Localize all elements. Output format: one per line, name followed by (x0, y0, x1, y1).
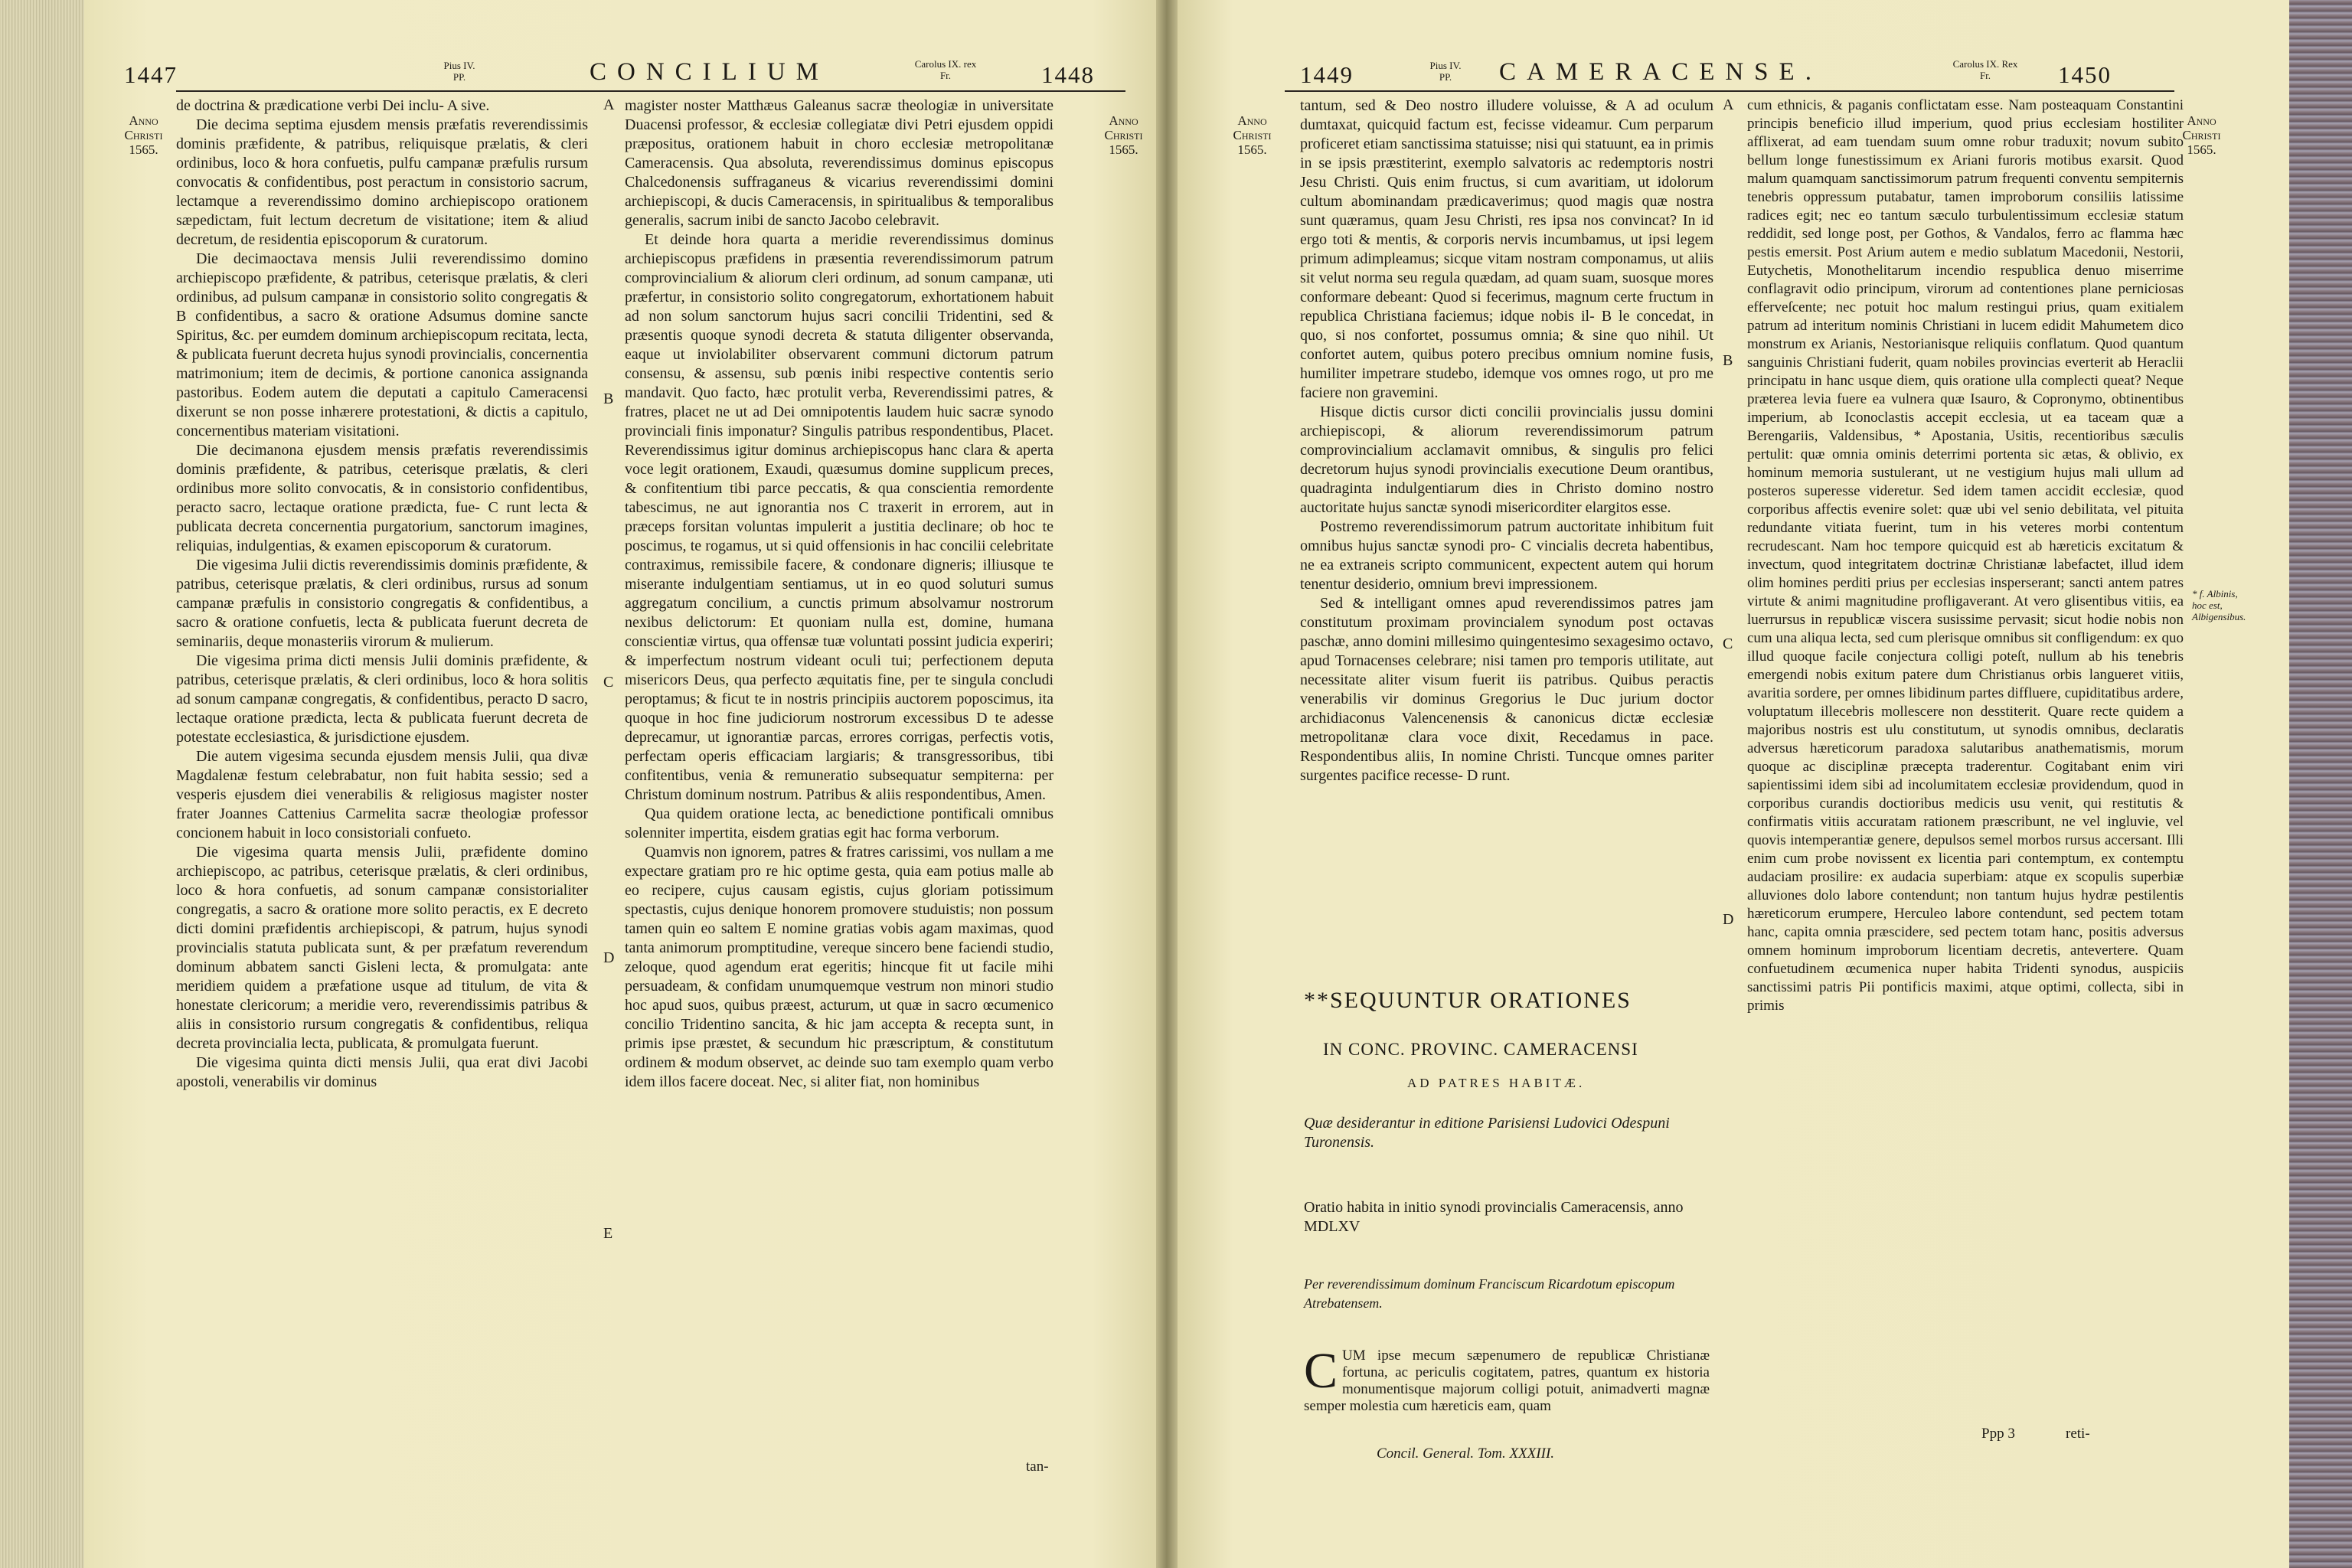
right-page (1178, 0, 2289, 1568)
margin-letter-e: E (603, 1225, 613, 1242)
paragraph: Die decimanona ejusdem mensis præfatis reverendissimis dominis præfidente, & patribus, ceterisque prælatis, & cleri ordinibus more solito convocatis, & in consistorio confidentibus, peracto sacro, lectaque oratione prædicta, fue- C runt lecta & publicata decreta concernentia purgatorium, sanctorum imagines, reliquias, indulgentias, & examen episcoporum & curatorum. (176, 442, 588, 554)
paragraph: de doctrina & prædicatione verbi Dei inclu- A sive. (176, 97, 490, 114)
paragraph: Die decima septima ejusdem mensis præfatis reverendissimis dominis præfidente, & patribus, reliquisque prælatis, & cleri ordinibus, loco & hora confuetis, pulfu campanæ præfulis rursum convocatis & confidentibus, post peractum in consistorio sacrum, lectamque a reverendissimo domino archiepiscopo orationem sæpedictam, fuit lectum decretum de visitatione; item & aliud decretum, de residentia episcoporum & curatorum. (176, 116, 588, 248)
year-margin-right: Anno Christi 1565. (1104, 113, 1143, 157)
catchword: reti- (2066, 1426, 2090, 1442)
orationes-subtitle: IN CONC. PROVINC. CAMERACENSI (1323, 1040, 1638, 1059)
paragraph: Die vigesima Julii dictis reverendissimis dominis præfidente, & patribus, ceterisque prælatis, & cleri ordinibus, rursus ad sonum campanæ præfulis in consistorio congregatis & confidentibus, a sacro & oratione confuetis, lecta & publicata fuerunt decreta de seminariis, deque monasteriis virorum & mulierum. (176, 557, 588, 650)
header-rule (1285, 90, 2174, 92)
running-head: CAMERACENSE. (1499, 58, 1822, 86)
paragraph: Et deinde hora quarta a meridie reverendissimus dominus archiepiscopus præfidens in præsentia reverendissimorum patrum comprovincialium & aliorum cleri ordinum, ad sonum campanæ, uti præfertur, in consistorio solito congregatorum, exhortationem habuit ad non solum sanctorum hujus sacri concilii Tridentini, sed & præsentis quoque synodi decreta & statuta diligenter observanda, eaque ut inviolabiliter observarent communi dictorum patrum consensu, & assensu, sub pœnis inibi respective contentis serio mandavit. Quo facto, hæc protulit verba, Reverendissimi patres, & fratres, placet ne ut ad Dei omnipotentis laudem huic sacræ synodo provinciali finis imponatur? Singulis patribus respondentibus, Placet. Reverendissimus igitur dominus archiepiscopus hanc clara & aperta voce legit orationem, Exaudi, quæsumus domine supplicum preces, & confitentium tibi parce peccatis, & qua conscientia remordente tabescimus, ne aut ignorantia nos C traxerit in errorem, aut in præceps forsitan voluntas impulerit a justitia declinare; ob hoc te poscimus, te rogamus, ut si quid offensionis in hac concilii celebritate contraximus, remissibile facere, & condonare digneris; illiusque te miserante indulgentiam sentiamus, ut in eo quod soluturi sumus aggregatum concilium, a cunctis primum absolvamur nostrorum nexibus delictorum: Et quoniam nulla est, domine, humana conscientiæ virtus, qua offensæ tuæ voluntati possint judicia experiri; & imperfectum nostrum videant oculi tui; perfectionem deputa misericors Deus, qua perfecto æquitatis fine, per te singula concludi peroptamus; & ficut te in nostris principiis auctorem poposcimus, ita quoque in hoc fine judiciorum nostrorum excessibus D te adesse deprecamur, ut ignorantiæ parcas, errores corrigas, perfectis votis, perfectam operis efficaciam largiaris; & transgressoribus, tibi confitentibus, venia & remuneratio subsequatur sempiterna: per Christum dominum nostrum. Patribus & aliis respondentibus, Amen. (625, 231, 1054, 803)
year-margin-left: Anno Christi 1565. (1233, 113, 1272, 157)
king-name: Carolus IX. Rex Fr. (1952, 58, 2018, 81)
paragraph: Qua quidem oratione lecta, ac benedictione pontificali omnibus solenniter impertita, eisdem gratias egit hac forma verborum. (625, 805, 1054, 841)
margin-letter-a-2: A (1723, 96, 1734, 113)
paragraph: Postremo reverendissimorum patrum auctoritate inhibitum fuit omnibus hujus sanctæ synodi pro- C vincialis decreta habentibus, ne ea extraneis scripto communicent, expectent autem qui horum tenentur desiderio, omnium brevi impressionem. (1300, 518, 1713, 593)
paragraph: Die decimaoctava mensis Julii reverendissimo domino archiepiscopo præfidente, & patribus, ceterisque prælatis, & cleri ordinibus, ad pulsum campanæ in consistorio solito congregatis & B confidentibus, a sacro & oratione Adsumus domine sancte Spiritus, &c. per eumdem dominum archiepiscopum recitata, lecta, & publicata fuerunt decreta hujus synodi provincialis, concernentia matrimonium; item de decimis, & portione canonica assignanda pastoribus. Eodem autem die deputati a capitulo Cameracensi dixerunt se non posse inhærere protestationi, & dictis a capitulo, concernentibus materiam visitationi. (176, 250, 588, 439)
margin-letter-d: D (1723, 911, 1734, 928)
orationes-title: **SEQUUNTUR ORATIONES (1304, 988, 1632, 1013)
year-margin-right: Anno Christi 1565. (2182, 113, 2221, 157)
paragraph: Die autem vigesima secunda ejusdem mensis Julii, qua divæ Magdalenæ festum celebrabatur, non fuit habita sessio; sed a vesperis ejusdem diei venerabilis & religiosus magister noster frater Joannes Cattenius Carmelita sacræ theologiæ professor concionem habuit in loco consistoriali confueto. (176, 748, 588, 841)
pope-name: Pius IV. PP. (443, 60, 475, 83)
margin-note: * f. Albinis, hoc est, Albigensibus. (2192, 588, 2246, 622)
per-reverendissimum-note: Per reverendissimum dominum Franciscum Ricardotum episcopum Atrebatensem. (1304, 1276, 1675, 1311)
orationes-subtitle-2: AD PATRES HABITÆ. (1407, 1076, 1586, 1090)
page-number: 1449 (1300, 61, 1354, 88)
margin-letter-b: B (1723, 352, 1733, 369)
book-binding (2289, 0, 2352, 1568)
margin-letter-c: C (1723, 635, 1733, 652)
oratio-habita-heading: Oratio habita in initio synodi provincialis Cameracensis, anno MDLXV (1304, 1199, 1684, 1235)
margin-letter-d: D (603, 949, 615, 966)
running-head: CONCILIUM (590, 58, 829, 86)
left-column-2 (625, 96, 1054, 1092)
margin-letter-c: C (603, 674, 614, 691)
year-margin-left: Anno Christi 1565. (124, 113, 163, 157)
paragraph: Sed & intelligant omnes apud reverendissimos patres jam constitutum proximam provincialem synodum post octavas paschæ, anno domini millesimo quingentesimo sexagesimo octavo, apud Tornacenses celebrare; nisi tamen pro temporis utilitate, aut necessitate aliter visum fuerit iis patribus. Quibus peractis venerabilis vir dominus Gregorius le Duc jurium doctor archidiaconus Valencenensis & canonicus dictæ ecclesiæ metropolitanæ clara voce dixit, Recedamus in pace. Respondentibus aliis, In nomine Christi. Tuncque omnes pariter surgentes pacifice recesse- D runt. (1300, 595, 1713, 784)
right-column-2 (1747, 96, 2184, 1413)
signature-mark: Ppp 3 (1981, 1426, 2015, 1442)
pope-name: Pius IV. PP. (1429, 60, 1462, 83)
catchword: tan- (1026, 1459, 1049, 1475)
paragraph: Die vigesima quarta mensis Julii, præfidente domino archiepiscopo, ac patribus, ceterisque prælatis, & cleri ordinibus, loco & hora confuetis, ad sonum campanæ consistorialiter congregatis, a sacro & oratione more solito peractis, ex E decreto dicti domini præfidentis archiepiscopi, & patrum, hujus synodi provincialis statuta publicata sunt, & per præfatum reverendum dominum abbatem sancti Gisleni lecta, & promulgata: ante meridiem quidem a præfatione usque ad titulum, de vita & honestate clericorum; a meridie vero, reverendissimis patribus & aliis in consistorio rursum congregatis & confidentibus, reliqua decreta provincialia lecta, publicata, & promulgata fuerunt. (176, 844, 588, 1052)
cum-ipse-paragraph (1304, 1343, 1710, 1415)
book-gutter (1156, 0, 1178, 1568)
page-number-2: 1448 (1041, 61, 1095, 88)
header-rule (176, 90, 1125, 92)
paragraph: Die vigesima quinta dicti mensis Julii, qua erat divi Jacobi apostoli, venerabilis vir dominus (176, 1054, 588, 1090)
paragraph: UM ipse mecum sæpenumero de republicæ Christianæ fortuna, ac periculis cogitatem, patres, quantum ex historia monumentisque majorum colligi potuit, animadverti magnæ semper molestia cum hæreticis eam, quam (1304, 1348, 1710, 1414)
page-number: 1447 (124, 61, 178, 88)
right-column-1 (1300, 96, 1713, 977)
page-edges (0, 0, 84, 1568)
paragraph: cum ethnicis, & paganis conflictatam esse. Nam posteaquam Constantini principis beneficio illud imperium, quod prius ecclesiam hostiliter afflixerat, ad eam tuendam suum omne robur traduxit; novum subito bellum longe funestissimum ex Ariani furoris motibus exarsit. Quod malum quamquam sanctissimorum patrum frequenti conventu sempiternis tenebris oppressum putabatur, tamen improborum consiliis latissime radices egit; nec eo tantum sæculo turbulentissimum ecclesiæ statum reddidit, sed longe post, per Gothos, & Vandalos, ferro ac flamma hæc pestis emersit. Post Arium autem e medio sublatum Macedonii, Nestorii, Eutychetis, Monothelitarum incendio respublica denuo miserrime conflagravit odio principum, virorum ad contentiones plane perniciosas efferveſcente; nec potuit hoc malum restingui prius, quam exitialem patrum ad interitum nominis Christiani in lucem edidit Mahumetem dico monstrum ex Arianis, Nestorianisque reliquiis conflatum. Quod quantum sanguinis Christiani fuderit, quam nobiles provincias everterit ab Heraclii principatu in hanc usque diem, quis oratione ulla complecti queat? Neque præterea levia fuere ea vulnera quæ Isauro, & Copronymo, obtinentibus imperium, ab Iconoclastis accepit ecclesia, ut ea taceam quæ a Berengariis, Valdensibus, * Apostania, Usitis, recentioribus sæculis pertulit: quæ omnia ominis deterrimi portenta sic ætas, & oblivio, ex hominum memoria sustulerant, ut ne vestigium hujus mali ullum ad posteros superesse videretur. Sed idem tamen accidit ecclesiæ, quod corporibus affectis evenire solet: quæ ubi vel senio debilitata, vel pituita redundante vitiata fuerint, tum in his veteres morbi contentum recrudescant. Nam hoc tempore quicquid est ab hæreticis excitatum & invectum, quod integritatem doctrinæ Christianæ labefactet, illud idem olim homines perditi prius per ecclesias insperserant; sancti antem patres virtute & animi magnitudine profligaverant. At vero glisentibus vitiis, ea luerrursus in republicæ viscera susissime pervasit; sicut hodie nobis non cum una aliqua lecta, sed cum plerisque omnibus sit confligendum: ex quo illud quoque facile conjectura colligi poteſt, nullum ab his tenebris emergendi nobis exitum patere dum Christianus orbis langueret vitiis, avaritia sordere, per omnes libidinum partes diffluere, cupiditatibus ardere, voluptatum illecebris mollescere non desstiterit. Quare recte quidem a majoribus nostris est ulu constitutum, ut synodis omnibus, declaratis adversus hæreticorum paradoxa salutaribus anathematismis, morum quoque ac disciplinæ præcepta traderentur. Cogitabant enim viri sapientissimi idem sibi ad incolumitatem ecclesiæ providendum, quod in corporibus curandis doctioribus medicis usu venit, qui restitutis & confirmatis vitiis accuratam rationem præscribunt, ne vel ingluvie, vel quovis intemperantiæ genere, depulsos semel morbos rursus accersant. Illi enim cum probe novissent ex licentia pari contemptum, ex contemptu audaciam prosilire: ex audacia superbiam: atque ex scopulis superbiæ alluviones dolo labore contendunt; non tantum hujus hydræ pestilentis hæreticorum erumpere, Herculeo labore contendunt, sed pectem totam hanc, capita omnia præscidere, sed pectem totam hanc, positis adversus omnem hominum improborum licentiam decretis, antevertere. Quam confuetudinem œcumenica nuper habita Tridenti synodus, auspiciis sanctissimi patris Pii pontificis maximi, atque optimi, collecta, sibi in primis (1747, 97, 2184, 1014)
drop-cap: C (1304, 1343, 1338, 1399)
paragraph: magister noster Matthæus Galeanus sacræ theologiæ in universitate Duacensi professor, & ecclesiæ collegiatæ divi Petri ejusdem oppidi præpositus, orationem habuit in choro ecclesiæ metropolitanæ Cameracensis. Qua absoluta, reverendissimus dominus episcopus Chalcedonensis suffraganeus & vicarius reverendissimi domini archiepiscopi, & ducis Cameracensis, in spiritualibus & temporalibus generalis, sacrum inibi de sancto Jacobo celebravit. (625, 97, 1054, 229)
footer-concil: Concil. General. Tom. XXXIII. (1377, 1446, 1555, 1462)
desiderantur-note: Quæ desiderantur in editione Parisiensi Ludovici Odespuni Turonensis. (1304, 1115, 1670, 1151)
margin-letter-a: A (603, 96, 615, 113)
paragraph: Hisque dictis cursor dicti concilii provincialis jussu domini archiepiscopi, & aliorum reverendissimorum patrum comprovincialium acclamavit omnibus, & singulis pro felici decretorum hujus synodi provincialis executione Deum orantibus, quadraginta indulgentiarum dies in Christo domino nostro auctoritate hujus sanctæ synodi misericorditer elargitos esse. (1300, 403, 1713, 516)
left-column-1 (176, 96, 588, 1092)
page-number-2: 1450 (2058, 61, 2112, 88)
king-name: Carolus IX. rex Fr. (914, 58, 977, 81)
left-page (84, 0, 1156, 1568)
paragraph: Die vigesima prima dicti mensis Julii dominis præfidente, & patribus, ceterisque prælatis, & cleri ordinibus, loco & hora solitis ad sonum campanæ congregatis, & confidentibus, peracto D sacro, lectaque oratione prædicta, lecta & publicata fuerunt decreta de potestate ecclesiastica, & jurisdictione ejusdem. (176, 652, 588, 746)
paragraph: tantum, sed & Deo nostro illudere voluisse, & A ad oculum dumtaxat, quicquid factum est, fecisse videamur. Cum perparum proficeret etiam sanctissima statuisse; nisi qui statuunt, ea in primis in se ipsis præstiterint, exemplo salvatoris ac redemptoris nostri Jesu Christi. Quis enim fructus, si cum avaritiam, ut idolorum cultum abominandam prædicaverimus; quod magis quæ nostra sunt quæramus, quam Jesu Christi, res ipsa nos convincat? In id ergo toti & mentis, & corporis nervis incumbamus, ut ipsi legem primum adimpleamus; sicque vitam nostram componamus, ut aliis sit velut norma seu regula quædam, ad quam suam, suosque mores conformare debeant: Quod si fecerimus, magnum certe fructum in republica Christiana faciemus; idque nobis il- B le concedat, in quo, si nos confortet, possumus omnia; & sine quo nihil. Ut confortet autem, quibus potero precibus omnium nomine fusis, humiliter impetrare studebo, idemque vos omnes rogo, ut pro me faciere non gravemini. (1300, 97, 1713, 401)
paragraph: Quamvis non ignorem, patres & fratres carissimi, vos nullam a me expectare gratiam pro re hic optime gesta, quia eam potius malle ab eo recipere, cujus causam egistis, cujus gloriam potissimum spectastis, cujus denique honorem promovere studuistis; non possum tamen quin eo saltem E nomine gratias vobis agam maximas, quod tanta animorum promptitudine, vereque sincero bene faciendi studio, zeloque, quod agendum erat egeritis; hincque fit ut facile mihi persuadeam, & confidam unumquemque vestrum non minori studio hoc apud suos, quibus præest, acturum, ut quæ in sacro œcumenico concilio Tridentino sancita, & hic jam accepta & recepta sunt, in primis ipse præstet, & secundum hic præscriptum, & constitutum ordinem & modum observet, ac deinde suo tam exemplo quam verbo idem illos facere doceat. Nec, si aliter fiat, non hominibus (625, 844, 1054, 1090)
margin-letter-b: B (603, 390, 614, 407)
